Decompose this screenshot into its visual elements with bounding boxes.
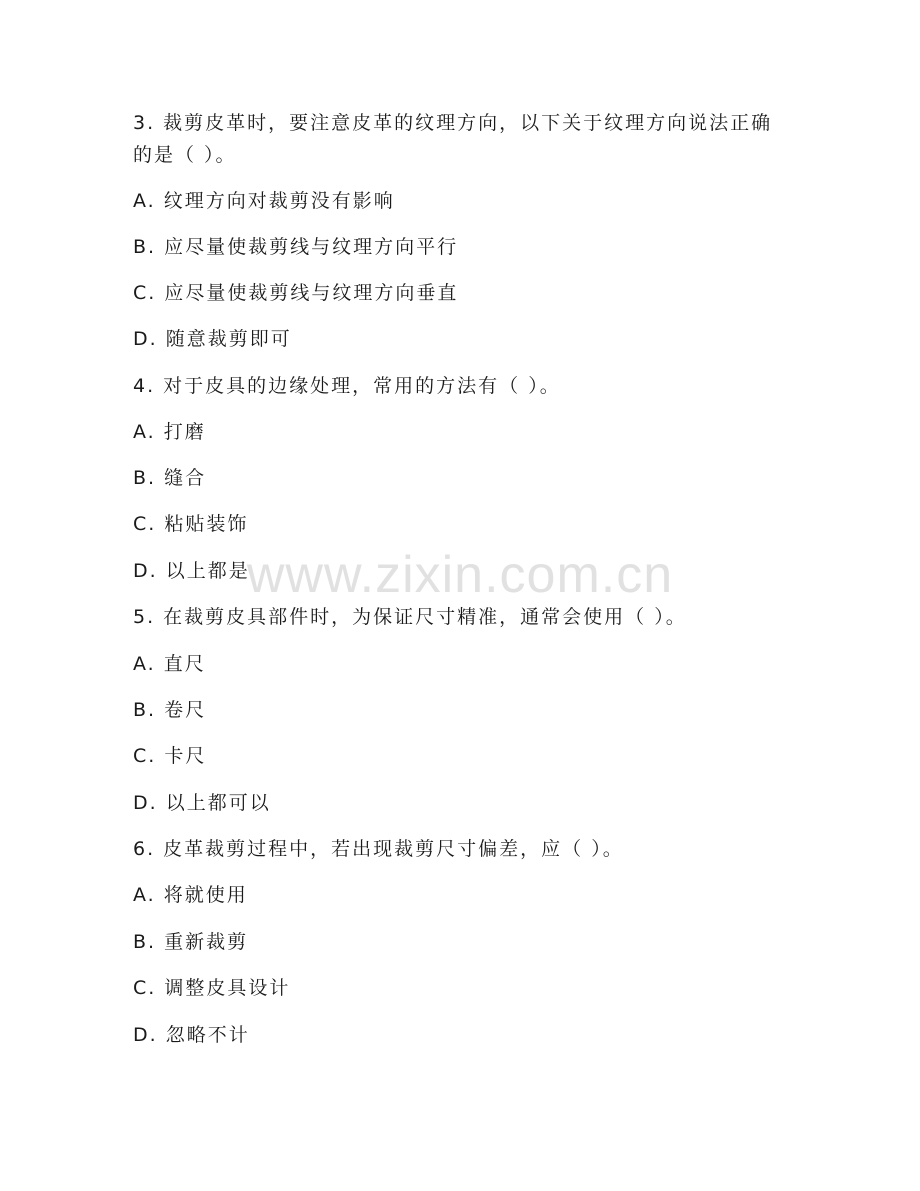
question-6-stem: 6. 皮革裁剪过程中，若出现裁剪尺寸偏差，应（ ）。 (133, 838, 624, 860)
question-4-option-a: A. 打磨 (133, 421, 206, 443)
question-3-stem-line2: 的是（ ）。 (133, 144, 237, 166)
question-6-option-a: A. 将就使用 (133, 884, 248, 906)
question-6-option-c: C. 调整皮具设计 (133, 977, 291, 999)
watermark: www.zixin.com.cn (246, 546, 674, 604)
question-6-option-b: B. 重新裁剪 (133, 931, 249, 953)
question-3-option-a: A. 纹理方向对裁剪没有影响 (133, 190, 395, 212)
question-5-stem: 5. 在裁剪皮具部件时，为保证尺寸精准，通常会使用（ ）。 (133, 606, 687, 628)
question-3-option-c: C. 应尽量使裁剪线与纹理方向垂直 (133, 282, 459, 304)
question-4-option-c: C. 粘贴装饰 (133, 513, 249, 535)
question-3-option-b: B. 应尽量使裁剪线与纹理方向平行 (133, 236, 459, 258)
question-4-option-b: B. 缝合 (133, 467, 207, 489)
question-4-option-d: D. 以上都是 (133, 560, 250, 582)
question-4-stem: 4. 对于皮具的边缘处理，常用的方法有（ ）。 (133, 375, 561, 397)
question-5-option-b: B. 卷尺 (133, 699, 207, 721)
question-5-option-a: A. 直尺 (133, 653, 206, 675)
question-3-option-d: D. 随意裁剪即可 (133, 328, 292, 350)
question-5-option-c: C. 卡尺 (133, 745, 207, 767)
question-5-option-d: D. 以上都可以 (133, 792, 271, 814)
question-3-stem-line1: 3. 裁剪皮革时，要注意皮革的纹理方向，以下关于纹理方向说法正确 (133, 112, 773, 134)
question-6-option-d: D. 忽略不计 (133, 1024, 250, 1046)
